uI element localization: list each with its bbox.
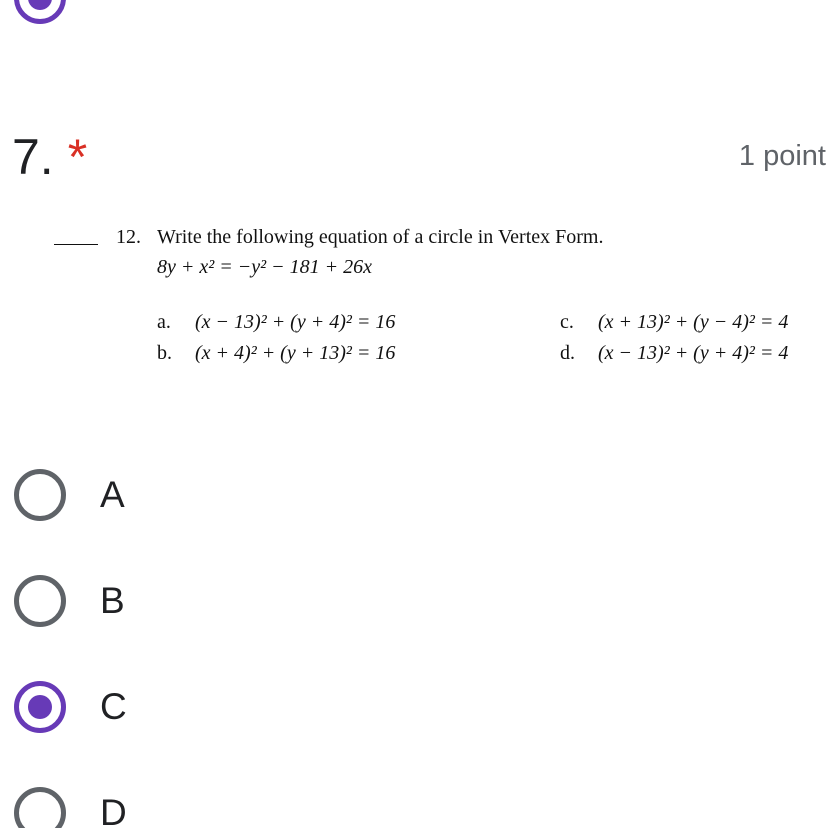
problem-choice-b <box>157 342 395 365</box>
radio-button-a[interactable] <box>14 469 66 521</box>
problem-number: 12. <box>116 226 141 248</box>
choice-letter: c. <box>560 311 574 333</box>
choice-expression: (x + 4)² + (y + 13)² = 16 <box>195 342 396 364</box>
option-a[interactable] <box>14 469 125 521</box>
answer-blank-line <box>54 244 98 245</box>
radio-button-d[interactable] <box>14 787 66 828</box>
choice-letter: d. <box>560 342 575 364</box>
question-points: 1 point <box>738 140 826 172</box>
choice-letter: a. <box>157 311 171 333</box>
problem-equation: 8y + x² = −y² − 181 + 26x <box>157 256 372 278</box>
radio-button-c-selected[interactable] <box>14 681 66 733</box>
choice-expression: (x − 13)² + (y + 4)² = 4 <box>598 342 789 364</box>
option-label: D <box>100 792 127 828</box>
question-number: 7. <box>12 129 54 185</box>
question-image <box>0 212 828 392</box>
choice-letter: b. <box>157 342 172 364</box>
radio-button-b[interactable] <box>14 575 66 627</box>
choice-expression: (x + 13)² + (y − 4)² = 4 <box>598 311 789 333</box>
option-c[interactable] <box>14 681 127 733</box>
problem-choice-d <box>560 342 788 365</box>
problem-choice-a <box>157 311 395 334</box>
previous-question-radio-selected[interactable] <box>14 0 66 24</box>
option-label: B <box>100 580 125 621</box>
problem-text: Write the following equation of a circle in Vertex Form. <box>157 226 604 248</box>
problem-choice-c <box>560 311 788 334</box>
option-b[interactable] <box>14 575 125 627</box>
choice-expression: (x − 13)² + (y + 4)² = 16 <box>195 311 396 333</box>
option-label: A <box>100 474 125 515</box>
option-d[interactable] <box>14 787 127 828</box>
option-label: C <box>100 686 127 727</box>
question-header <box>12 128 87 186</box>
required-marker: * <box>67 129 88 185</box>
